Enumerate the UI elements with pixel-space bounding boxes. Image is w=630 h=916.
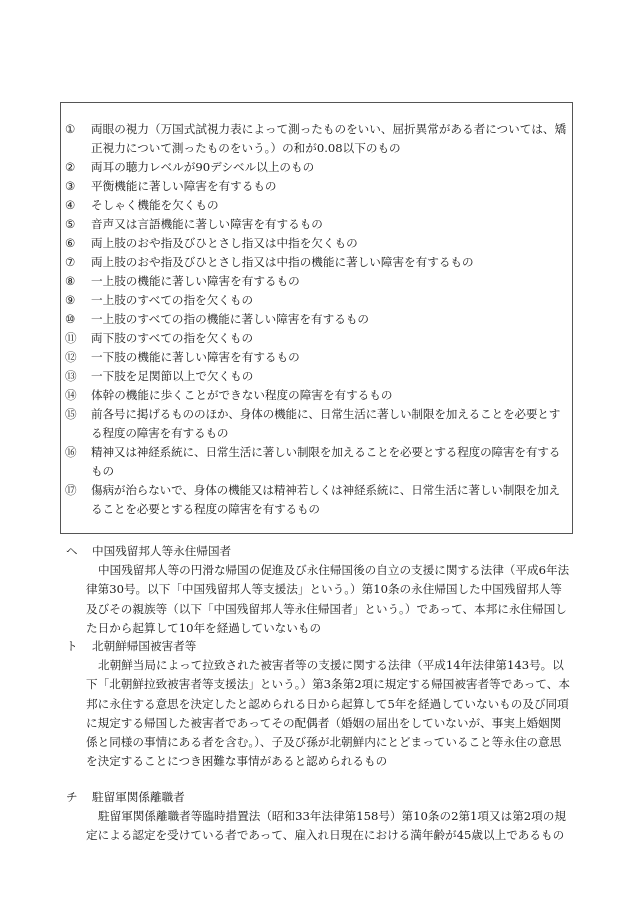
item-number: ⑩ (65, 312, 76, 326)
item-text: そしゃく機能を欠くもの (91, 198, 219, 212)
item-text: 一上肢のすべての指の機能に著しい障害を有するもの (91, 312, 370, 326)
item-number: ⑭ (65, 388, 77, 402)
item-text: 両上肢のおや指及びひとさし指又は中指の機能に著しい障害を有するもの (91, 255, 474, 269)
item-number: ⑪ (65, 331, 77, 345)
criteria-item-7 (65, 253, 568, 272)
criteria-item-5 (65, 215, 568, 234)
section-body: 北朝鮮当局によって拉致された被害者等の支援に関する法律（平成14年法律第143号。以下「北朝鮮拉致被害者等支援法」という。）第3条第2項に規定する帰国被害者等であって、本邦に永住する意思を決定したと認められる日から起算して5年を経過していないもの及び同項に規定する帰国した被害者であってその配偶者（婚姻の届出をしていないが、事実上婚姻関係と同様の事情にある者を含む。）、子及び孫が北朝鮮内にとどまっていること等永住の意思を決定することにつき困難な事情があると認められるもの (86, 658, 570, 769)
criteria-item-14 (65, 386, 568, 405)
item-text: 両耳の聴力レベルが90デシベル以上のもの (91, 160, 315, 174)
item-text: 平衡機能に著しい障害を有するもの (91, 179, 277, 193)
criteria-item-4 (65, 196, 568, 215)
item-number: ④ (65, 198, 76, 212)
item-number: ⑯ (65, 445, 77, 459)
section-title: 中国残留邦人等永住帰国者 (92, 544, 232, 558)
item-text: 両上肢のおや指及びひとさし指又は中指を欠くもの (91, 236, 358, 250)
criteria-item-3 (65, 177, 568, 196)
section-north-korea-abductees (66, 637, 572, 771)
item-text: 傷病が治らないで、身体の機能又は精神若しくは神経系統に、日常生活に著しい制限を加えることを必要とする程度の障害を有するもの (91, 483, 560, 516)
item-number: ⑬ (65, 369, 77, 383)
criteria-item-15 (65, 405, 568, 443)
item-text: 一上肢のすべての指を欠くもの (91, 293, 254, 307)
item-text: 両下肢のすべての指を欠くもの (91, 331, 254, 345)
item-text: 一上肢の機能に著しい障害を有するもの (91, 274, 300, 288)
criteria-item-10 (65, 310, 568, 329)
item-text: 精神又は神経系統に、日常生活に著しい制限を加えることを必要とする程度の障害を有するもの (91, 445, 561, 478)
item-number: ⑨ (65, 293, 76, 307)
section-body: 中国残留邦人等の円滑な帰国の促進及び永住帰国後の自立の支援に関する法律（平成6年法律第30号。以下「中国残留邦人等支援法」という。）第10条の永住帰国した中国残留邦人等及びその親族等（以下「中国残留邦人等永住帰国者」という。）であって、本邦に永住帰国した日から起算して10年を経過していないもの (86, 563, 570, 635)
criteria-item-11 (65, 329, 568, 348)
item-text: 両眼の視力（万国式試視力表によって測ったものをいい、屈折異常がある者については、矯正視力について測ったものをいう。）の和が0.08以下のもの (91, 122, 567, 155)
item-text: 体幹の機能に歩くことができない程度の障害を有するもの (91, 388, 393, 402)
item-number: ⑤ (65, 217, 76, 231)
criteria-item-2 (65, 158, 568, 177)
section-title: 駐留軍関係離職者 (92, 790, 185, 804)
item-number: ⑫ (65, 350, 77, 364)
item-number: ⑰ (65, 483, 77, 497)
section-heading (66, 788, 572, 807)
item-number: ⑮ (65, 407, 77, 421)
criteria-item-17 (65, 481, 568, 519)
section-title: 北朝鮮帰国被害者等 (92, 639, 197, 653)
item-number: ② (65, 160, 76, 174)
section-stationed-forces-separated-workers (66, 788, 572, 846)
criteria-item-13 (65, 367, 568, 386)
section-heading (66, 637, 572, 656)
item-number: ① (65, 122, 76, 136)
item-text: 一下肢の機能に著しい障害を有するもの (91, 350, 300, 364)
item-number: ③ (65, 179, 76, 193)
section-body: 駐留軍関係離職者等臨時措置法（昭和33年法律第158号）第10条の2第1項又は第2項の規定による認定を受けている者であって、雇入れ日現在における満年齢が45歳以上であるもの (86, 809, 566, 843)
criteria-item-16 (65, 443, 568, 481)
criteria-item-12 (65, 348, 568, 367)
criteria-item-6 (65, 234, 568, 253)
disability-criteria-list (65, 120, 568, 519)
item-text: 一下肢を足関節以上で欠くもの (91, 369, 254, 383)
item-number: ⑥ (65, 236, 76, 250)
disability-criteria-box (60, 102, 573, 534)
section-china-returnees (66, 542, 572, 638)
criteria-item-8 (65, 272, 568, 291)
item-text: 前各号に掲げるもののほか、身体の機能に、日常生活に著しい制限を加えることを必要とする程度の障害を有するもの (91, 407, 561, 440)
item-text: 音声又は言語機能に著しい障害を有するもの (91, 217, 323, 231)
item-number: ⑧ (65, 274, 76, 288)
section-marker: チ (66, 790, 78, 804)
criteria-item-9 (65, 291, 568, 310)
item-number: ⑦ (65, 255, 76, 269)
section-heading (66, 542, 572, 561)
section-marker: ト (66, 639, 78, 653)
criteria-item-1 (65, 120, 568, 158)
section-marker: ヘ (66, 544, 78, 558)
